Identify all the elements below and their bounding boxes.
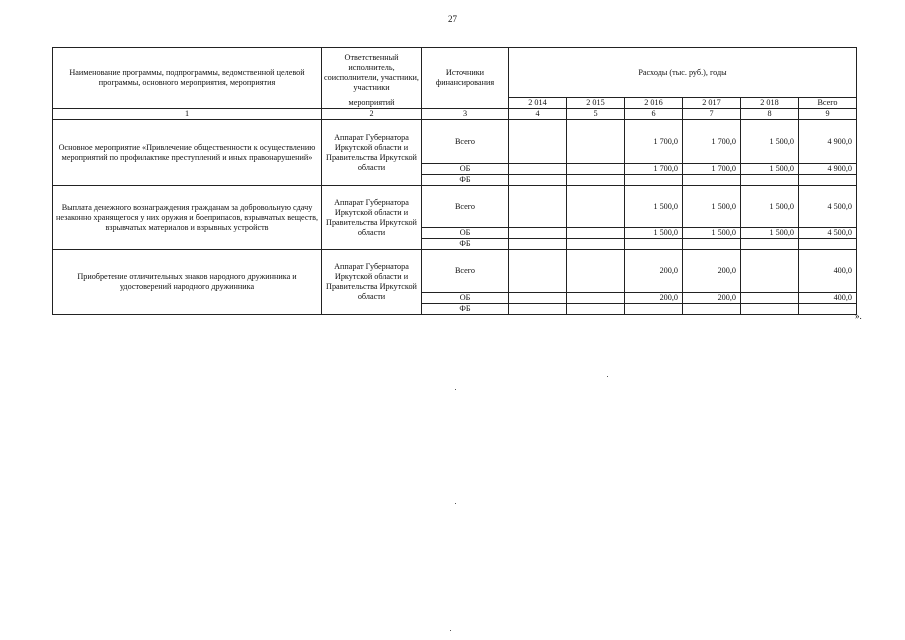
source-cell: ОБ (422, 164, 509, 175)
total-cell: 4 500,0 (799, 186, 857, 228)
value-cell (509, 293, 567, 304)
value-cell (567, 293, 625, 304)
value-cell: 1 500,0 (625, 228, 683, 239)
numbering-row (53, 109, 857, 120)
value-cell (741, 175, 799, 186)
value-cell (567, 186, 625, 228)
year-header: 2 014 (509, 98, 567, 109)
scan-speck (455, 503, 456, 504)
value-cell: 200,0 (625, 250, 683, 293)
total-header: Всего (799, 98, 857, 109)
total-cell: 400,0 (799, 250, 857, 293)
year-header: 2 017 (683, 98, 741, 109)
value-cell (509, 186, 567, 228)
source-cell: Всего (422, 120, 509, 164)
value-cell (509, 304, 567, 315)
value-cell (567, 228, 625, 239)
column-number: 6 (625, 109, 683, 120)
value-cell: 1 500,0 (741, 228, 799, 239)
value-cell: 200,0 (683, 250, 741, 293)
total-cell (799, 175, 857, 186)
value-cell: 1 500,0 (625, 186, 683, 228)
year-header: 2 016 (625, 98, 683, 109)
table-row (53, 250, 857, 293)
value-cell (509, 164, 567, 175)
value-cell (567, 304, 625, 315)
value-cell (741, 293, 799, 304)
value-cell (509, 175, 567, 186)
total-cell: 4 900,0 (799, 164, 857, 175)
value-cell (741, 239, 799, 250)
column-number: 5 (567, 109, 625, 120)
value-cell (683, 304, 741, 315)
activity-executor: Аппарат Губернатора Иркутской области и Правительства Иркутской области (322, 250, 422, 315)
source-cell: ФБ (422, 304, 509, 315)
value-cell: 1 700,0 (625, 164, 683, 175)
table-row (53, 120, 857, 164)
value-cell (567, 120, 625, 164)
source-cell: Всего (422, 250, 509, 293)
activity-name: Основное мероприятие «Привлечение общественности к осуществлению мероприятий по профилактике преступлений и иных правонарушений» (53, 120, 322, 186)
source-cell: ОБ (422, 293, 509, 304)
value-cell (509, 250, 567, 293)
value-cell (567, 175, 625, 186)
value-cell (567, 250, 625, 293)
scan-speck (455, 389, 456, 390)
total-cell: 400,0 (799, 293, 857, 304)
value-cell (683, 175, 741, 186)
value-cell: 1 500,0 (683, 186, 741, 228)
value-cell: 200,0 (625, 293, 683, 304)
header-source: Источники финансирования (422, 48, 509, 109)
header-expenses: Расходы (тыс. руб.), годы (509, 48, 857, 98)
value-cell: 1 500,0 (741, 120, 799, 164)
activity-executor: Аппарат Губернатора Иркутской области и Правительства Иркутской области (322, 120, 422, 186)
value-cell (625, 304, 683, 315)
source-cell: ФБ (422, 239, 509, 250)
value-cell: 1 700,0 (683, 164, 741, 175)
value-cell (509, 228, 567, 239)
budget-table (52, 47, 857, 315)
value-cell (741, 250, 799, 293)
total-cell: 4 500,0 (799, 228, 857, 239)
value-cell (567, 164, 625, 175)
total-cell (799, 239, 857, 250)
value-cell (509, 120, 567, 164)
column-number: 7 (683, 109, 741, 120)
total-cell (799, 304, 857, 315)
column-number: 1 (53, 109, 322, 120)
value-cell (625, 175, 683, 186)
scan-speck (450, 630, 451, 631)
total-cell: 4 900,0 (799, 120, 857, 164)
value-cell (741, 304, 799, 315)
value-cell: 1 700,0 (683, 120, 741, 164)
activity-name: Приобретение отличительных знаков народного дружинника и удостоверений народного дружинника (53, 250, 322, 315)
value-cell (683, 239, 741, 250)
year-header: 2 018 (741, 98, 799, 109)
header-executor: Ответственный исполнитель, соисполнители, участники, участники (322, 48, 422, 98)
column-number: 8 (741, 109, 799, 120)
value-cell: 200,0 (683, 293, 741, 304)
source-cell: ОБ (422, 228, 509, 239)
table-row (53, 186, 857, 228)
source-cell: ФБ (422, 175, 509, 186)
column-number: 9 (799, 109, 857, 120)
value-cell: 1 500,0 (683, 228, 741, 239)
value-cell (509, 239, 567, 250)
column-number: 2 (322, 109, 422, 120)
scan-speck (607, 376, 608, 377)
column-number: 3 (422, 109, 509, 120)
value-cell (625, 239, 683, 250)
source-cell: Всего (422, 186, 509, 228)
year-header: 2 015 (567, 98, 625, 109)
closing-quote-mark: ». (855, 311, 862, 321)
value-cell: 1 700,0 (625, 120, 683, 164)
header-executor-cont: мероприятий (322, 98, 422, 109)
value-cell (567, 239, 625, 250)
header-name: Наименование программы, подпрограммы, ведомственной целевой программы, основного мероприятия, мероприятия (53, 48, 322, 109)
column-number: 4 (509, 109, 567, 120)
value-cell: 1 500,0 (741, 164, 799, 175)
value-cell: 1 500,0 (741, 186, 799, 228)
activity-executor: Аппарат Губернатора Иркутской области и Правительства Иркутской области (322, 186, 422, 250)
page-number: 27 (448, 14, 457, 24)
activity-name: Выплата денежного вознаграждения гражданам за добровольную сдачу незаконно хранящегося у них оружия и боеприпасов, взрывчатых веществ, взрывчатых материалов и взрывных устройств (53, 186, 322, 250)
